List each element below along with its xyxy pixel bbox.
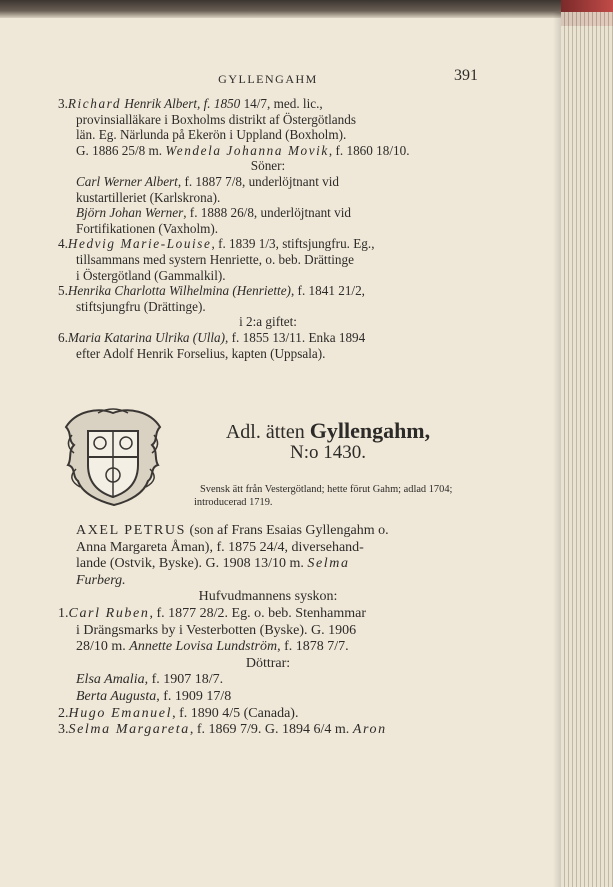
entry-5: 5.Henrika Charlotta Wilhelmina (Henriette), f. 1841 21/2, stiftsjungfru (Drättinge). <box>58 283 365 314</box>
section-number: N:o 1430. <box>290 442 366 464</box>
page-text <box>58 66 478 739</box>
sibling-2: 2.Hugo Emanuel, f. 1890 4/5 (Canada). <box>58 705 299 721</box>
gutter-shadow <box>553 12 561 887</box>
lower-text <box>58 523 478 739</box>
entry-3-name: Richard <box>67 96 122 111</box>
section-note: Svensk ätt från Vestergötland; hette förut Gahm; adlad 1704; introducerad 1719. <box>194 484 453 509</box>
entry-4: 4.Hedvig Marie-Louise, f. 1839 1/3, stiftsjungfru. Eg., tillsammans med systern Henriette, o. beb. Drättinge i Östergötland (Gammalkil). <box>58 236 375 283</box>
coat-of-arms-icon <box>58 405 168 517</box>
header-title: GYLLENGAHM <box>218 72 318 86</box>
son-bjorn: Björn Johan Werner, f. 1888 26/8, underlöjtnant vid Fortifikationen (Vaxholm). <box>76 205 351 236</box>
son-carl: Carl Werner Albert, f. 1887 7/8, underlöjtnant vid kustartilleriet (Karlskrona). <box>76 173 340 205</box>
sibling-1: 1.Carl Ruben, f. 1877 28/2. Eg. o. beb. Stenhammar i Drängsmarks by i Vesterbotten (Byske). G. 1906 28/10 m. Annette Lovisa Lundström, f. 1878 7/7. <box>58 606 367 655</box>
top-shadow <box>0 0 613 18</box>
family-section-header <box>58 405 478 517</box>
section-title: Adl. ätten Gyllengahm, <box>225 418 431 444</box>
syskon-label: Hufvudmannens syskon: <box>198 589 338 605</box>
sibling-3: 3.Selma Margareta, f. 1869 7/9. G. 1894 6/4 m. Aron <box>58 722 387 738</box>
entry-3: 3.Richard Henrik Albert, f. 1850 14/7, med. lic., provinsialläkare i Boxholms distrikt af Östergötlands län. Eg. Närlunda på Ekerön i Uppland (Boxholm). G. 1886 25/8 m. Wendela Johanna Movik, f. 1860 18/10. <box>58 96 410 158</box>
page-edges <box>561 12 613 887</box>
daughter-elsa: Elsa Amalia, f. 1907 18/7. <box>76 672 224 688</box>
running-header <box>58 66 478 88</box>
daughter-berta: Berta Augusta, f. 1909 17/8 <box>76 689 232 705</box>
dottrar-label: Döttrar: <box>245 655 291 671</box>
page-number: 391 <box>454 67 478 84</box>
entry-6: 6.Maria Katarina Ulrika (Ulla), f. 1855 13/11. Enka 1894 efter Adolf Henrik Forselius, kapten (Uppsala). <box>58 329 366 361</box>
axel-entry: AXEL PETRUS (son af Frans Esaias Gyllengahm o. Anna Margareta Åman), f. 1875 24/4, diversehand- lande (Ostvik, Byske). G. 1908 13/10 m. Selma Furberg. <box>76 523 389 588</box>
soner-label: Söner: <box>250 158 286 174</box>
gift-label: i 2:a giftet: <box>239 314 297 330</box>
